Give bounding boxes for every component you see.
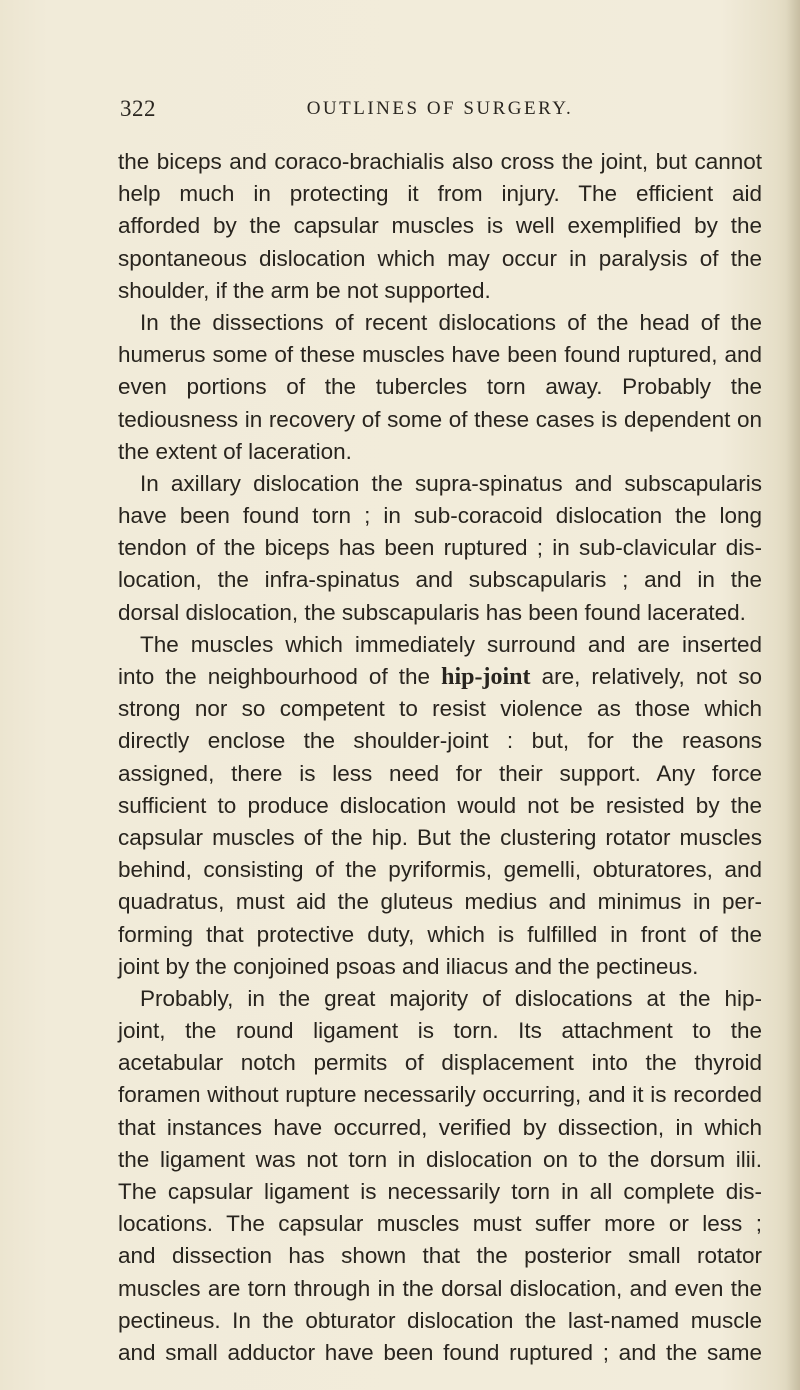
running-head: OUTLINES OF SURGERY. [306,98,574,119]
text-line: and dissection has shown that the posterior small rotator [118,1243,762,1269]
text-line: the extent of laceration. [118,438,352,464]
text-line: afforded by the capsular muscles is well exemplified by the [118,213,762,239]
text-line: tediousness in recovery of some of these cases is dependent on [118,406,762,432]
paragraph-start-line: In the dissections of recent dislocations of the head of the [140,309,762,335]
text-line: The capsular ligament is necessarily torn in all complete dis- [118,1179,762,1204]
text-line: locations. The capsular muscles must suffer more or less ; [118,1211,762,1237]
hip-joint-term: hip-joint [441,664,531,690]
text-line: sufficient to produce dislocation would not be resisted by the [118,792,762,818]
text-line: the ligament was not torn in dislocation on to the dorsum ilii. [118,1146,762,1172]
text-line: foramen without rupture necessarily occurring, and it is recorded [118,1082,762,1108]
text-line: forming that protective duty, which is fulfilled in front of the [118,921,762,947]
text-line: capsular muscles of the hip. But the clustering rotator muscles [118,824,762,850]
text-line: muscles are torn through in the dorsal dislocation, and even the [118,1275,762,1301]
text-line: acetabular notch permits of displacement into the thyroid [118,1050,762,1076]
text-line: help much in protecting it from injury. The efficient aid [118,181,762,207]
paragraph-start-line: In axillary dislocation the supra-spinatus and subscapularis [140,470,762,496]
text-line: strong nor so competent to resist violence as those which [118,696,762,722]
text-line: shoulder, if the arm be not supported. [118,277,491,303]
text-line: that instances have occurred, verified by dissection, in which [118,1114,762,1140]
text-line: assigned, there is less need for their support. Any force [118,760,762,786]
text-line: have been found torn ; in sub-coracoid dislocation the long [118,503,762,529]
text-line: the biceps and coraco-brachialis also cross the joint, but cannot [118,149,762,174]
body-text [118,146,762,1369]
text-line: dorsal dislocation, the subscapularis has been found lacerated. [118,599,746,625]
line-segment: are, relatively, not so [530,664,762,689]
page-edge-shadow [786,0,800,1390]
line-segment: into the neighbourhood of the [118,664,442,689]
text-line: even portions of the tubercles torn away. Probably the [118,374,762,400]
text-line: tendon of the biceps has been ruptured ; in sub-clavicular dis- [118,535,762,561]
text-line-with-term [118,661,762,693]
paragraph-start-line: The muscles which immediately surround and are inserted [140,631,762,657]
text-line: and small adductor have been found ruptured ; and the same [118,1339,762,1365]
text-line: location, the infra-spinatus and subscapularis ; and in the [118,567,762,593]
text-line: quadratus, must aid the gluteus medius and minimus in per- [118,889,762,915]
text-line: joint, the round ligament is torn. Its attachment to the [118,1018,762,1044]
text-line: pectineus. In the obturator dislocation the last-named muscle [118,1307,762,1333]
text-line: joint by the conjoined psoas and iliacus and the pectineus. [118,953,699,979]
page-number: 322 [120,96,156,121]
page-header [120,96,760,128]
paragraph-start-line: Probably, in the great majority of dislocations at the hip- [140,985,762,1011]
text-line: humerus some of these muscles have been found ruptured, and [118,342,762,368]
text-line: directly enclose the shoulder-joint : but, for the reasons [118,728,762,754]
text-line: behind, consisting of the pyriformis, gemelli, obturatores, and [118,857,762,883]
text-line: spontaneous dislocation which may occur in paralysis of the [118,245,762,271]
